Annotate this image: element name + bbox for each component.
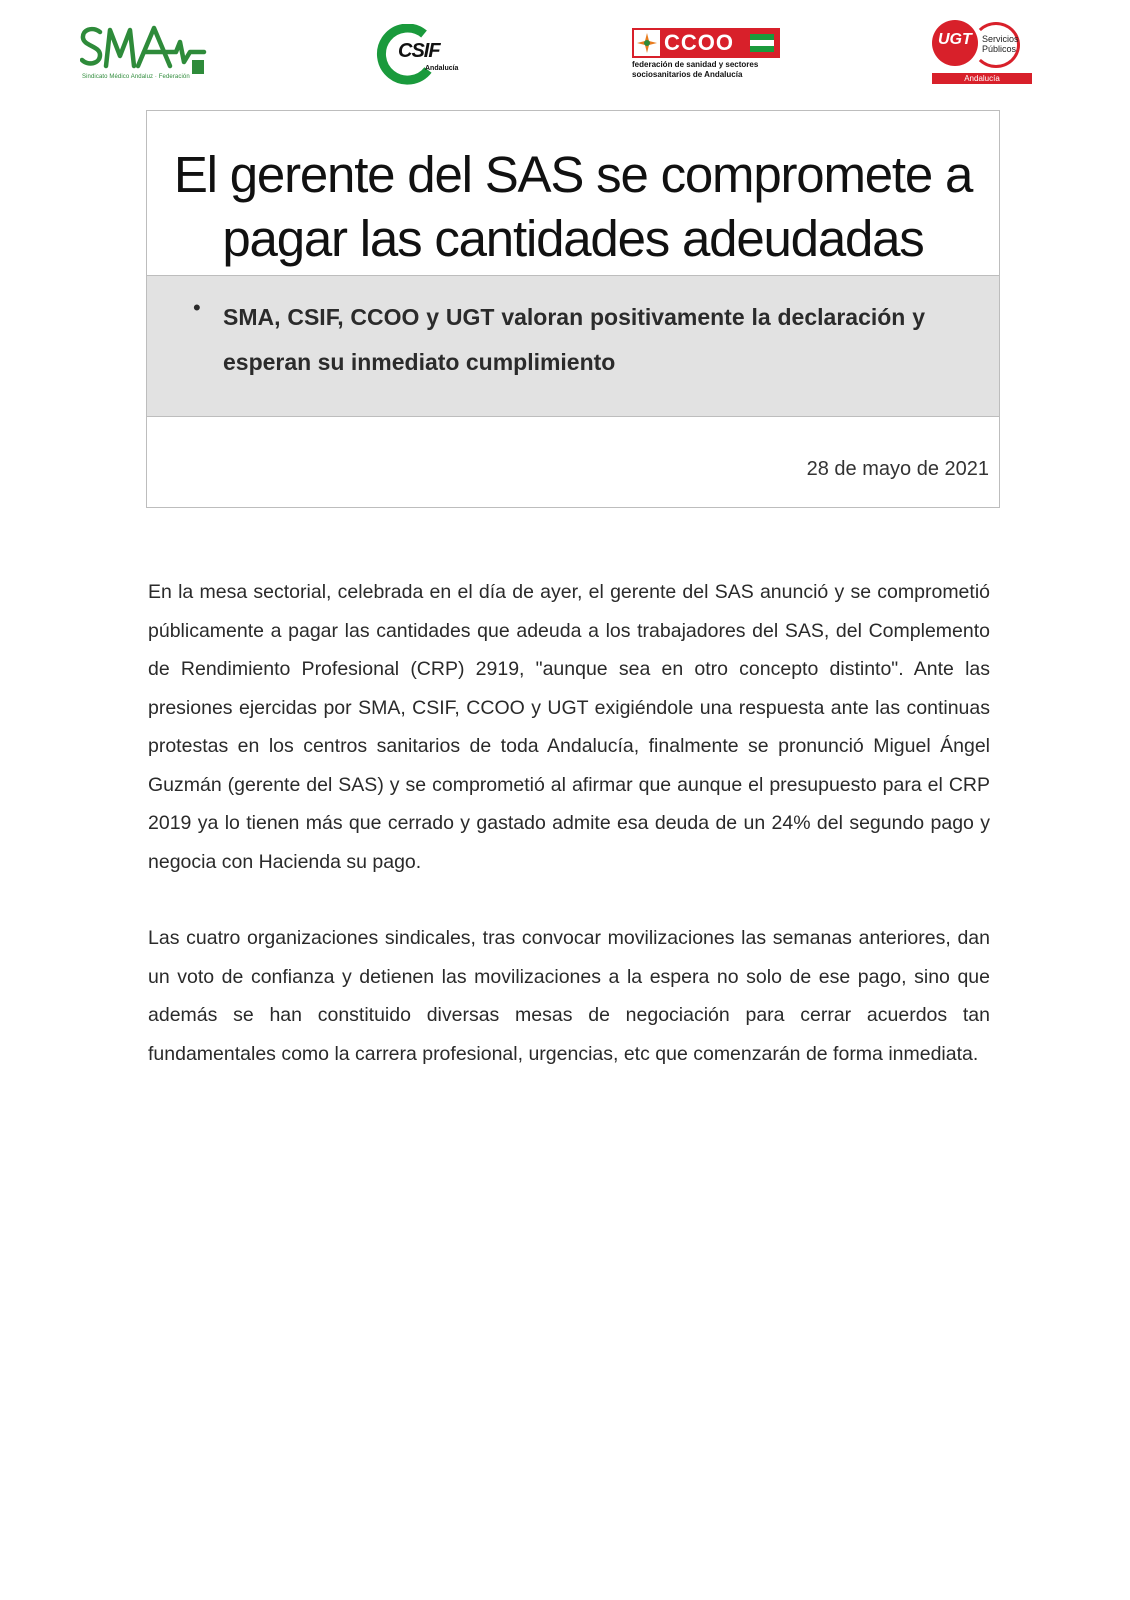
publication-date: 28 de mayo de 2021 bbox=[806, 458, 989, 480]
subtitle-section bbox=[147, 276, 999, 417]
ccoo-wordmark: CCOO bbox=[664, 30, 734, 55]
ugt-wordmark: UGT bbox=[938, 31, 972, 48]
subtitle-text: SMA, CSIF, CCOO y UGT valoran positivamente la declaración y esperan su inmediato cumplimiento bbox=[223, 304, 925, 375]
sma-wordmark-graphic bbox=[80, 22, 210, 74]
headline-box bbox=[146, 110, 1000, 508]
ccoo-logo bbox=[632, 28, 782, 84]
ugt-region-bar: Andalucía bbox=[932, 73, 1032, 84]
ccoo-subtitle bbox=[632, 60, 758, 80]
ugt-tagline-line2: Públicos bbox=[982, 44, 1017, 54]
ccoo-banner bbox=[632, 28, 780, 58]
sma-caption: Sindicato Médico Andaluz · Federación bbox=[82, 74, 190, 80]
csif-wordmark: CSIF bbox=[398, 40, 440, 62]
andalucia-flag-icon bbox=[750, 34, 774, 52]
csif-logo bbox=[376, 24, 476, 86]
csif-region: Andalucía bbox=[425, 65, 459, 72]
body-paragraph-1: En la mesa sectorial, celebrada en el día de ayer, el gerente del SAS anunció y se comprometió públicamente a pagar las cantidades que adeuda a los trabajadores del SAS, del Complemento de Rendimiento Profesional (CRP) 2919, "aunque sea en otro concepto distinto". Ante las presiones ejercidas por SMA, CSIF, CCOO y UGT exigiéndole una respuesta ante las continuas protestas en los centros sanitarios de toda Andalucía, finalmente se pronunció Miguel Ángel Guzmán (gerente del SAS) y se comprometió al afirmar que aunque el presupuesto para el CRP 2019 ya lo tienen más que cerrado y gastado admite esa deuda de un 24% del segundo pago y negocia con Hacienda su pago. bbox=[148, 581, 990, 873]
ugt-logo bbox=[932, 20, 1032, 85]
ccoo-subtitle-line2: sociosanitarios de Andalucía bbox=[632, 70, 743, 79]
ugt-tagline-line1: Servicios bbox=[982, 34, 1019, 44]
sma-logo bbox=[80, 22, 210, 87]
page-title: El gerente del SAS se compromete a pagar las cantidades adeudadas bbox=[173, 146, 973, 267]
ccoo-emblem-icon bbox=[634, 30, 660, 56]
date-section bbox=[147, 417, 999, 507]
bullet-icon: • bbox=[193, 295, 201, 320]
ugt-tagline bbox=[982, 34, 1019, 54]
title-section bbox=[147, 111, 999, 276]
ccoo-subtitle-line1: federación de sanidad y sectores bbox=[632, 60, 759, 69]
header-logos bbox=[0, 0, 1130, 100]
body-paragraph-2: Las cuatro organizaciones sindicales, tras convocar movilizaciones las semanas anteriores, dan un voto de confianza y detienen las movilizaciones a la espera no solo de ese pago, sino que además se han constituido diversas mesas de negociación para cerrar acuerdos tan fundamentales como la carrera profesional, urgencias, etc que comenzarán de forma inmediata. bbox=[148, 927, 990, 1065]
